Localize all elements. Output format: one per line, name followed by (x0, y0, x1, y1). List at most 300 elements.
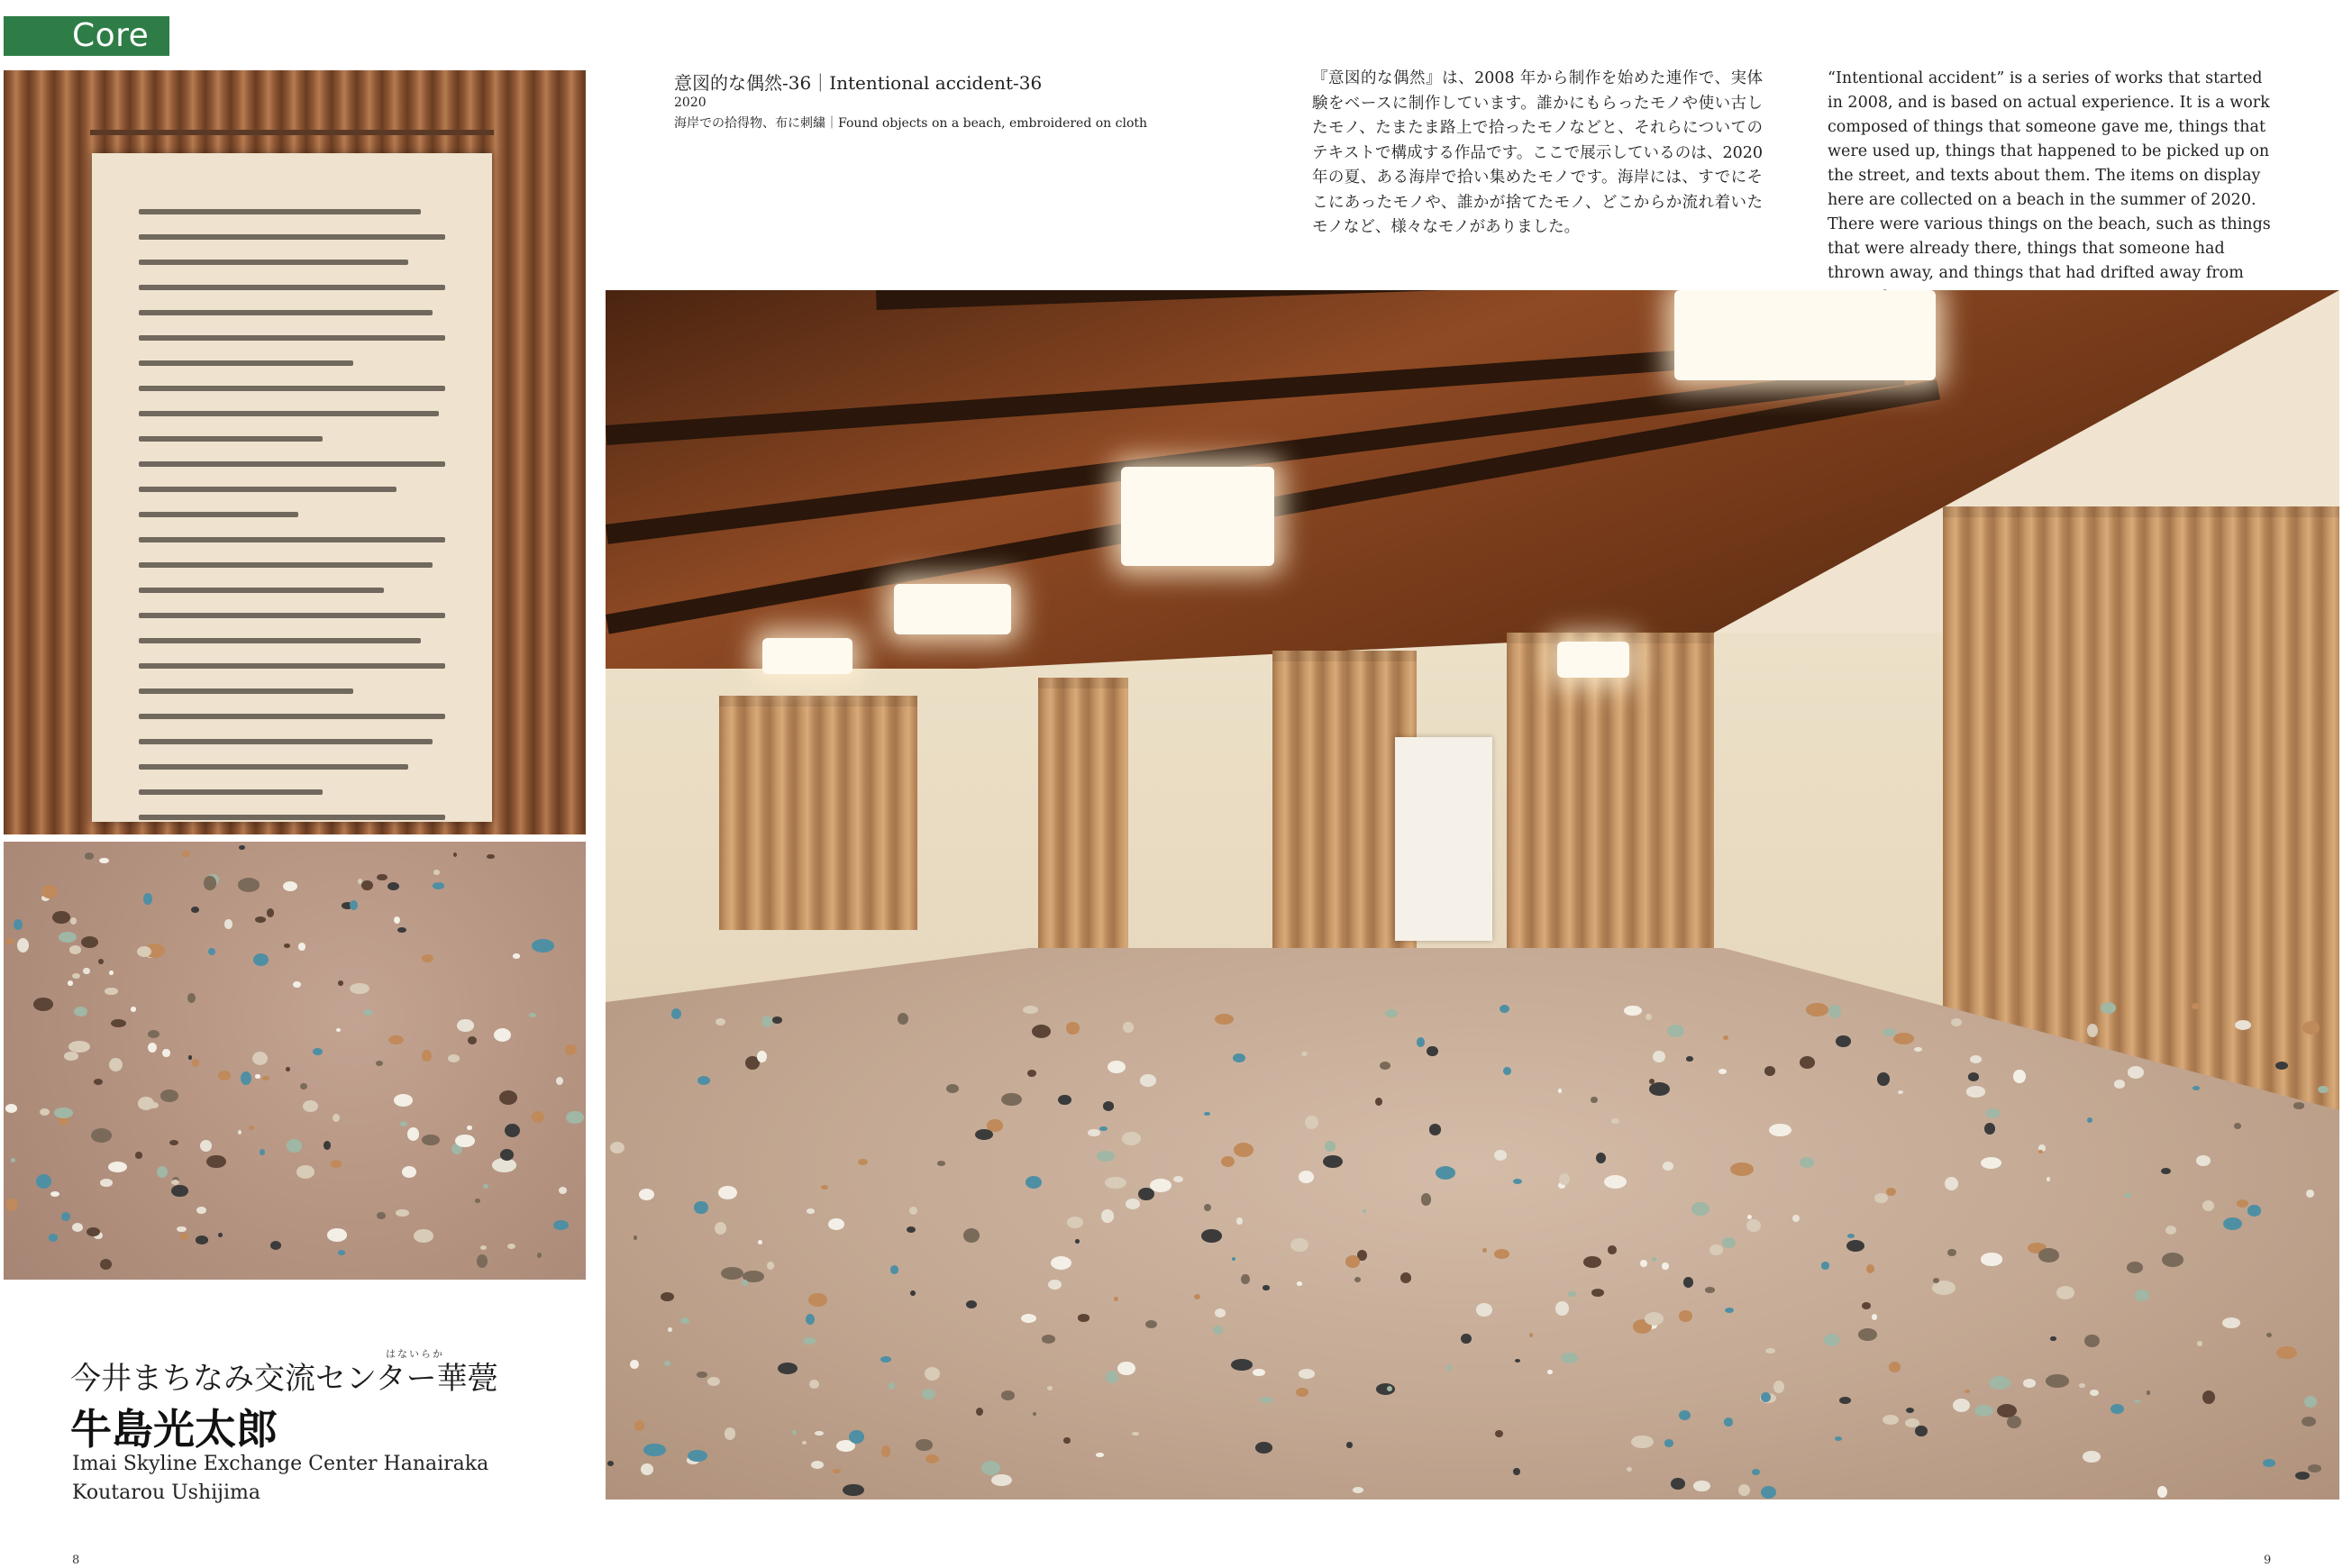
found-object (300, 1083, 307, 1090)
found-object (1515, 1359, 1520, 1363)
found-object (1886, 1188, 1896, 1196)
found-object (1752, 1469, 1760, 1475)
found-object (1968, 1072, 1980, 1081)
found-object (1301, 1052, 1308, 1056)
found-object (1122, 1132, 1142, 1145)
found-object (1877, 1072, 1890, 1086)
found-object (1769, 1124, 1791, 1136)
found-object (100, 1179, 113, 1187)
found-object (1173, 1176, 1183, 1182)
found-object (1400, 1272, 1411, 1283)
found-object (1806, 1003, 1828, 1016)
found-object (1354, 1277, 1361, 1282)
found-object (821, 1185, 828, 1190)
found-object (241, 1071, 252, 1086)
embroidered-text-line (139, 688, 353, 694)
found-object (105, 988, 117, 996)
found-object (1986, 1108, 2000, 1117)
found-object (1883, 1415, 1899, 1425)
ceiling-lamp (1557, 642, 1629, 678)
found-object (467, 1126, 472, 1131)
embroidered-text-line (139, 234, 445, 240)
found-object (1221, 1156, 1235, 1167)
found-object (177, 1226, 186, 1233)
embroidered-text-line (139, 512, 298, 517)
found-object (1691, 1202, 1709, 1217)
found-object (1236, 1217, 1243, 1224)
found-object (1747, 1215, 1752, 1219)
found-object (1376, 1383, 1396, 1395)
found-object (1974, 1405, 1993, 1416)
found-object (1145, 1320, 1157, 1328)
found-object (331, 1160, 342, 1167)
found-object (2083, 1451, 2101, 1463)
found-object (1933, 1278, 1939, 1283)
found-object (718, 1186, 736, 1199)
found-object (131, 1007, 136, 1011)
found-object (69, 945, 81, 954)
found-object (1765, 1348, 1775, 1354)
found-object (267, 908, 275, 917)
found-object (529, 1013, 536, 1017)
embroidered-text-line (139, 764, 408, 770)
found-object (1547, 1370, 1552, 1374)
found-object (87, 1227, 99, 1236)
found-object (487, 854, 494, 860)
found-object (880, 1356, 891, 1363)
found-object (204, 876, 216, 889)
found-object (1296, 1388, 1308, 1397)
found-object (1662, 1263, 1668, 1270)
found-object (162, 1049, 169, 1058)
found-object (833, 1469, 841, 1473)
found-object (1764, 1066, 1775, 1076)
found-object (1663, 1162, 1673, 1171)
found-object (324, 1141, 331, 1150)
found-object (303, 1100, 318, 1112)
found-object (1862, 1302, 1871, 1309)
found-object (480, 1245, 487, 1250)
found-object (556, 1077, 563, 1085)
found-object (803, 1337, 816, 1345)
description-japanese: 『意図的な偶然』は、2008 年から制作を始めた連作で、実体験をベースに制作しています。誰かにもらったモノや使い古したモノ、たまたま路上で拾ったモノなどと、それらについてのテキストで構成する作品です。ここで展示しているのは、2020年の夏、ある海岸で拾い集めたモノです。海岸には、すでにそこにあったモノや、誰かが捨てたモノ、どこからか流れ着いたモノなど、様々なモノがありました。 (1312, 69, 1763, 236)
embroidered-text-line (139, 260, 408, 265)
found-object (402, 1166, 417, 1178)
found-object (916, 1439, 932, 1452)
embroidered-text-line (139, 537, 445, 542)
found-object (1290, 1238, 1308, 1252)
found-object (239, 845, 245, 850)
found-object (206, 1155, 226, 1169)
found-object (1608, 1245, 1617, 1254)
found-object (49, 1234, 57, 1241)
found-object (758, 1240, 762, 1244)
found-object (1893, 1033, 1914, 1044)
found-object (160, 1089, 178, 1101)
found-object (422, 1135, 440, 1146)
found-object (1679, 1410, 1691, 1420)
found-object (1839, 1397, 1851, 1404)
found-object (1078, 1314, 1089, 1321)
description-english: “Intentional accident” is a series of works that started in 2008, and is based on actual experience. It is a work composed of things that someone gave me, things that were used up, things that happened to be picked up on the street, and texts about them. The items on display here are collected on a beach in the summer of 2020. There were various things on the beach, such as things that were already there, things that someone had thrown away, and things that had drifted away from (1828, 69, 2271, 282)
embroidered-text-line (139, 815, 445, 820)
found-object (2087, 1024, 2099, 1038)
found-object (85, 852, 94, 859)
found-object (1233, 1053, 1245, 1062)
found-object (2127, 1262, 2143, 1273)
found-object (1325, 1141, 1336, 1152)
found-object (2124, 1193, 2132, 1198)
found-object (1559, 1173, 1569, 1185)
found-object (2263, 1459, 2275, 1467)
found-object (283, 881, 297, 891)
found-object (2050, 1336, 2056, 1340)
found-object (1297, 1281, 1302, 1285)
found-object (387, 882, 399, 891)
found-object (858, 1159, 868, 1165)
found-object (36, 1174, 51, 1189)
found-object (715, 1222, 726, 1235)
found-object (1021, 1314, 1036, 1323)
found-object (1966, 1086, 1986, 1097)
found-object (1671, 1478, 1684, 1489)
found-object (2222, 1317, 2240, 1328)
found-object (1709, 1244, 1723, 1255)
found-object (1213, 1326, 1224, 1335)
found-object (68, 1041, 90, 1053)
found-object (255, 916, 267, 923)
found-object (1255, 1442, 1272, 1454)
found-object (2134, 1399, 2140, 1403)
embroidered-text-line (139, 638, 421, 643)
found-object (1231, 1359, 1253, 1371)
found-object (991, 1474, 1012, 1486)
found-object (607, 1461, 614, 1466)
found-object (492, 1158, 516, 1172)
found-object (553, 1220, 569, 1230)
embroidered-text-line (139, 310, 433, 315)
found-object (2308, 1464, 2321, 1472)
found-object (2293, 1102, 2305, 1108)
page-number-left: 8 (72, 1554, 80, 1567)
found-object (889, 1382, 895, 1390)
embroidered-text-line (139, 386, 445, 391)
found-object (1446, 1364, 1452, 1371)
found-object (1105, 1177, 1126, 1189)
found-object (255, 1074, 260, 1078)
found-object (1821, 1262, 1829, 1269)
found-object (1947, 1249, 1956, 1257)
found-object (981, 1461, 1000, 1475)
found-object (2295, 1472, 2310, 1480)
found-object (671, 1008, 681, 1019)
found-object (453, 852, 457, 857)
found-object (377, 1212, 386, 1219)
carpet-photo (4, 842, 586, 1280)
found-object (811, 1461, 824, 1469)
found-object (2247, 1205, 2261, 1216)
found-object (1792, 1215, 1800, 1222)
found-object (1001, 1093, 1022, 1106)
found-object (559, 1187, 567, 1194)
found-object (610, 1142, 624, 1153)
found-object (1981, 1157, 2001, 1169)
found-object (1683, 1277, 1693, 1288)
found-object (1730, 1162, 1753, 1176)
found-object (1627, 1467, 1632, 1472)
found-object (475, 1199, 480, 1202)
found-object (668, 1327, 671, 1332)
found-object (1027, 1070, 1036, 1077)
found-object (890, 1265, 898, 1274)
found-object (2234, 1123, 2241, 1129)
found-object (537, 1253, 542, 1258)
found-object (1640, 1260, 1647, 1268)
found-object (457, 1019, 474, 1032)
found-object (1761, 1486, 1776, 1499)
found-object (61, 1212, 70, 1221)
ceiling-lamp (1674, 290, 1936, 380)
artwork-materials: 海岸での拾得物、布に刺繍｜Found objects on a beach, embroidered on cloth (674, 116, 1148, 131)
found-object (1561, 1353, 1578, 1363)
found-object (253, 953, 269, 966)
found-object (1058, 1095, 1071, 1106)
artwork-title: 意図的な偶然-36｜Intentional accident-36 (674, 72, 1043, 94)
found-object (477, 1254, 488, 1268)
found-object (5, 938, 14, 944)
found-object (1664, 1439, 1674, 1446)
found-object (1494, 1150, 1507, 1161)
found-object (725, 1427, 735, 1439)
found-object (2161, 1168, 2171, 1174)
found-object (716, 1018, 725, 1026)
found-object (1800, 1056, 1815, 1069)
found-object (1215, 1014, 1234, 1025)
found-object (513, 953, 521, 959)
found-object (1984, 1123, 1995, 1135)
found-object (1558, 1089, 1562, 1092)
found-object (1051, 1256, 1071, 1270)
room-photo (606, 290, 2339, 1500)
page-number-right: 9 (2264, 1554, 2272, 1567)
found-object (287, 1139, 303, 1153)
embroidered-text-line (139, 436, 323, 442)
found-object (2147, 1390, 2151, 1395)
found-object (327, 1228, 347, 1241)
found-object (1234, 1143, 1254, 1157)
found-object (2306, 1190, 2314, 1198)
found-object (1047, 1386, 1053, 1390)
embroidered-text-line (139, 461, 445, 467)
found-object (1261, 1397, 1272, 1404)
found-object (377, 874, 387, 880)
found-object (565, 1044, 578, 1056)
found-object (1132, 1432, 1138, 1436)
found-object (270, 1241, 281, 1250)
found-object (1097, 1151, 1115, 1162)
found-object (1204, 1112, 1210, 1117)
found-object (1353, 1487, 1363, 1493)
found-object (191, 907, 199, 913)
found-object (532, 939, 554, 953)
found-object (1140, 1074, 1156, 1086)
found-object (1529, 1333, 1533, 1337)
embroidered-text-line (139, 613, 445, 618)
found-object (1299, 1369, 1316, 1379)
found-object (338, 1250, 346, 1255)
found-object (1201, 1229, 1222, 1243)
embroidered-text-line (139, 335, 445, 341)
found-object (1421, 1193, 1431, 1205)
found-object (1746, 1219, 1761, 1232)
found-object (135, 1152, 142, 1158)
found-object (52, 911, 70, 925)
artwork-year: 2020 (674, 96, 707, 110)
found-object (2202, 1200, 2214, 1211)
found-object (414, 1229, 433, 1243)
found-object (881, 1445, 890, 1456)
found-object (363, 1009, 372, 1016)
found-object (1604, 1175, 1627, 1189)
found-object (757, 1051, 767, 1062)
embroidered-text-line (139, 663, 445, 669)
found-object (1724, 1418, 1734, 1427)
section-tab: Core (4, 16, 169, 56)
found-object (2302, 1417, 2316, 1427)
found-object (111, 1019, 125, 1027)
found-object (91, 1128, 112, 1143)
found-object (54, 1108, 72, 1118)
found-object (1494, 1249, 1509, 1259)
found-object (772, 1016, 782, 1023)
found-object (1126, 1199, 1140, 1209)
ceiling-lamp (894, 584, 1011, 634)
found-object (394, 1094, 414, 1107)
venue-name-english: Imai Skyline Exchange Center Hanairaka (72, 1453, 489, 1475)
found-object (148, 1030, 160, 1038)
found-object (94, 1079, 103, 1085)
found-object (2266, 1333, 2272, 1337)
found-object (218, 1071, 231, 1080)
found-object (1345, 1255, 1360, 1268)
embroidered-text-line (139, 588, 384, 593)
found-object (792, 1430, 797, 1434)
found-object (634, 1235, 638, 1240)
found-object (1611, 1118, 1620, 1124)
found-object (169, 1140, 178, 1145)
found-object (2111, 1404, 2124, 1414)
found-object (1970, 1055, 1982, 1064)
found-object (11, 1158, 15, 1162)
found-object (843, 1484, 864, 1497)
found-object (1032, 1025, 1051, 1038)
found-object (1513, 1468, 1519, 1475)
found-object (809, 1380, 819, 1389)
found-object (81, 936, 98, 948)
found-object (433, 870, 440, 874)
found-object (2023, 1379, 2036, 1388)
found-object (336, 1028, 341, 1032)
found-object (566, 1111, 584, 1125)
found-object (1026, 1176, 1042, 1189)
embroidered-text-line (139, 209, 421, 214)
embroidered-text-line (139, 285, 445, 290)
found-object (74, 1007, 87, 1016)
found-object (338, 980, 342, 986)
found-object (2196, 1155, 2210, 1166)
found-object (1114, 1297, 1118, 1301)
found-object (1385, 1009, 1398, 1018)
found-object (1436, 1166, 1455, 1180)
found-object (1945, 1177, 1959, 1190)
found-object (697, 1076, 710, 1085)
found-object (1872, 1314, 1877, 1320)
found-object (767, 1262, 775, 1270)
found-object (1323, 1155, 1343, 1168)
found-object (2046, 1374, 2069, 1388)
found-object (1253, 1369, 1264, 1376)
found-object (1495, 1430, 1503, 1437)
found-object (1624, 1006, 1642, 1016)
found-object (680, 1317, 689, 1324)
found-object (1375, 1098, 1382, 1106)
found-object (1719, 1069, 1727, 1074)
found-object (697, 1372, 707, 1378)
found-object (455, 1135, 474, 1147)
found-object (2202, 1390, 2215, 1404)
found-object (694, 1201, 707, 1215)
found-object (925, 1367, 941, 1381)
found-object (400, 1121, 408, 1126)
embroidered-text-line (139, 714, 445, 719)
found-object (286, 1067, 290, 1071)
curtain-rod (90, 130, 494, 135)
found-object (1117, 1362, 1135, 1375)
found-object (1482, 1248, 1487, 1253)
found-object (1693, 1481, 1710, 1492)
venue-name-japanese: 今井まちなみ交流センター華甍 (70, 1361, 498, 1397)
found-object (192, 1059, 199, 1066)
found-object (975, 1129, 993, 1140)
found-object (388, 1035, 404, 1044)
embroidered-text-line (139, 360, 353, 366)
found-object (976, 1408, 983, 1416)
found-object (1898, 1090, 1903, 1094)
found-object (2237, 1199, 2249, 1208)
found-object (396, 1209, 409, 1217)
found-object (1048, 1280, 1062, 1290)
found-object (1836, 1035, 1850, 1047)
found-object (1583, 1256, 1601, 1268)
found-object (59, 932, 77, 943)
found-object (1042, 1335, 1055, 1343)
found-object (1066, 1022, 1079, 1034)
found-object (1965, 1390, 1970, 1393)
artist-name-english: Koutarou Ushijima (72, 1481, 261, 1504)
found-object (828, 1218, 844, 1230)
found-object (448, 1054, 460, 1062)
found-object (72, 1223, 84, 1232)
found-object (707, 1377, 720, 1386)
found-object (808, 1293, 827, 1306)
found-object (1679, 1310, 1691, 1322)
found-object (494, 1028, 511, 1042)
found-object (1513, 1179, 1522, 1184)
found-object (1103, 1101, 1114, 1110)
found-object (1106, 1371, 1119, 1383)
found-object (1001, 1390, 1016, 1400)
found-object (1846, 1240, 1864, 1252)
